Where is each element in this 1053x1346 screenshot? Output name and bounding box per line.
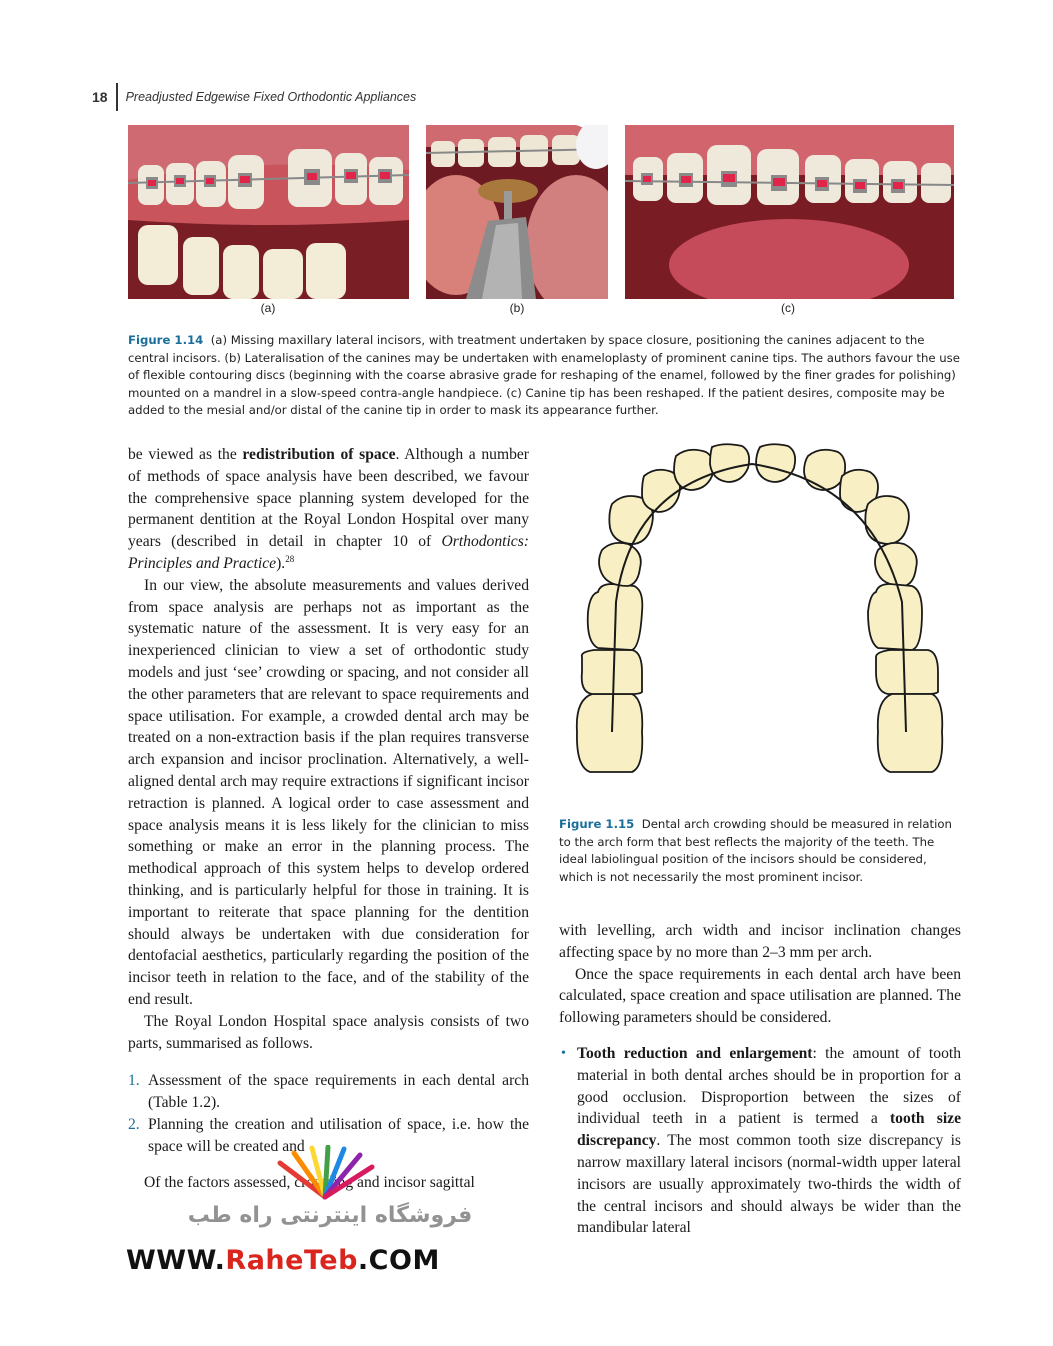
tooth (756, 444, 795, 482)
tooth (865, 496, 909, 544)
figure-1-15-label: Figure 1.15 (559, 817, 635, 831)
panel-label-b: (b) (509, 301, 525, 315)
figure-1-14-photo-a (128, 125, 409, 299)
figure-1-15-caption-text: Dental arch crowding should be measured in relation to the arch form that best reflects the majority of the teeth. The ideal labiolingual position of the incisors should be considered, which is not necessarily the most prominent incisor. (559, 817, 952, 884)
figure-1-14-photo-b (426, 125, 608, 299)
term-tooth-size-discrepancy: tooth size discrepancy (577, 1110, 962, 1150)
figure-1-14-caption (128, 332, 963, 420)
left-column (128, 444, 529, 1193)
paragraph-2: In our view, the absolute measurements and values derived from space analysis are perhaps not as important as the systematic nature of the assessment. It is very easy for an inexperienced clinician to view a set of orthodontic study models and just ‘see’ crowding or spacing, and not consider all the other parameters that are relevant to space requirements and space utilisation. For example, a crowded dental arch may be treated on a non-extraction basis if the plan requires transverse arch expansion and incisor proclination. Alternatively, a well-aligned dental arch may require extractions if significant incisor retraction is planned. A logical order to case assessment and space analysis means it is less likely for the clinician to miss something or make an error in the planning process. The methodical approach of this system helps to develop ordered thinking, and is particularly helpful for those in training. It is important to reiterate that space planning for the dentition should always be undertaken with due consideration for dentofacial aesthetics, particularly regarding the position of the incisor teeth in relation to the face, and of the stability of the end result. (128, 576, 529, 1008)
term-redistribution-of-space: redistribution of space (242, 446, 396, 463)
book-title: Orthodontics: Principles and Practice (128, 533, 529, 572)
list-item: 1. Assessment of the space requirements in each dental arch (Table 1.2). (128, 1072, 529, 1112)
tooth (878, 694, 943, 772)
right-column (559, 920, 961, 1239)
running-title: Preadjusted Edgewise Fixed Orthodontic Appliances (125, 90, 417, 104)
paragraph-5: with levelling, arch width and incisor inclination changes affecting space by no more than 2–3 mm per arch. (559, 922, 961, 961)
panel-label-c: (c) (781, 301, 795, 315)
tooth (577, 694, 642, 772)
watermark-logo-icon (260, 1145, 390, 1200)
term-tooth-reduction: Tooth reduction and enlargement (577, 1044, 813, 1062)
bullet-icon: • (561, 1045, 566, 1061)
header-divider (116, 83, 118, 111)
figure-1-15-caption (559, 816, 959, 886)
paragraph-1: be viewed as the redistribution of space. Although a number of methods of space analysis have been described, we favour the comprehensive space planning system developed for the permanent dentition at the Royal London Hospital over many years (described in detail in chapter 10 of Orthodontics: Principles and Practice).$^{28}$ (128, 446, 530, 572)
watermark-persian-text: فروشگاه اینترنتی راه طب (187, 1203, 473, 1228)
tooth (876, 650, 938, 694)
panel-label-a: (a) (260, 301, 276, 315)
bullet-list (559, 1043, 961, 1239)
tooth (710, 444, 749, 482)
figure-1-14-label: Figure 1.14 (128, 333, 204, 347)
figure-1-15-dental-arch-diagram (572, 442, 947, 802)
paragraph-3: The Royal London Hospital space analysis consists of two parts, summarised as follows. (128, 1012, 529, 1052)
watermark (120, 1145, 540, 1285)
tooth (582, 650, 642, 694)
running-header (92, 82, 416, 112)
reference-28: 28 (285, 553, 295, 564)
tooth (674, 450, 713, 490)
paragraph-4: Of the factors assessed, crowding and incisor sagittal (144, 1173, 475, 1191)
list-item: 2. Planning the creation and utilisation of space, i.e. how the space will be created and (128, 1115, 529, 1155)
list-item: • Tooth reduction and enlargement: the amount of tooth material in both dental arches should be in proportion for a good occlusion. Disproportion between the sizes of individual teeth in a patient is termed a tooth size discrepancy. The most common tooth size discrepancy is narrow maxillary lateral incisors (normal-width upper lateral incisors are usually approximately two-thirds the width of the central incisors and should always be wider than the mandibular lateral (561, 1044, 962, 1237)
tooth (868, 584, 922, 650)
tooth (804, 450, 845, 490)
figure-1-14-caption-text: (a) Missing maxillary lateral incisors, with treatment undertaken by space closure, positioning the canines adjacent to the central incisors. (b) Lateralisation of the canines may be undertaken with enameloplasty of prominent canine tips. The authors favour the use of flexible contouring discs (beginning with the coarse abrasive grade for reshaping of the enamel, followed by the finer grades for polishing) mounted on a mandrel in a slow-speed contra-angle handpiece. (c) Canine tip has been reshaped. If the patient desires, composite may be added to the mesial and/or distal of the canine tip in order to mask its appearance further. (128, 333, 960, 418)
page-number: 18 (92, 89, 108, 105)
paragraph-6: Once the space requirements in each dental arch have been calculated, space creation and space utilisation are planned. The following parameters should be considered. (559, 965, 961, 1027)
figure-1-14-photo-c (625, 125, 954, 299)
watermark-url: WWW.RaheTeb.COM (126, 1245, 440, 1276)
